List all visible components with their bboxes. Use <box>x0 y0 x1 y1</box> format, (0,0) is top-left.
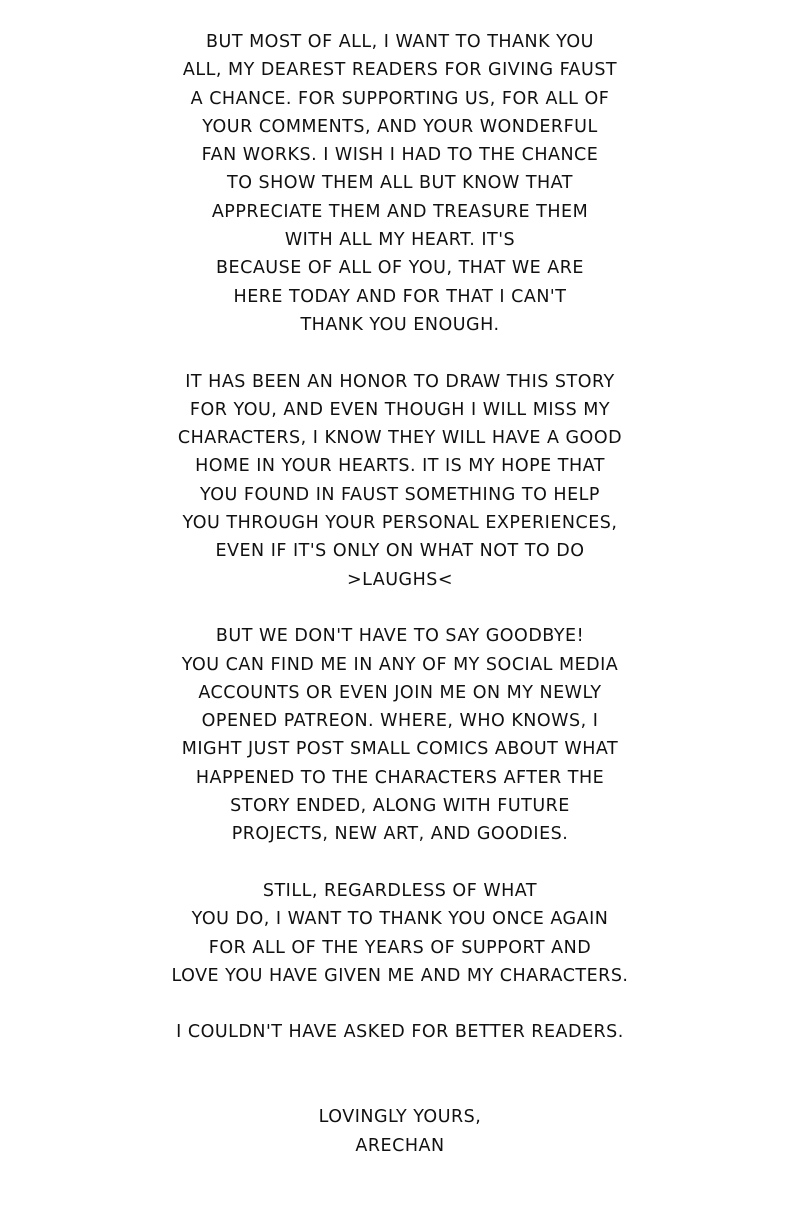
text-line: HOME IN YOUR HEARTS. IT IS MY HOPE THAT <box>195 456 605 477</box>
paragraph-spacer <box>0 990 800 1018</box>
text-line: STORY ENDED, ALONG WITH FUTURE <box>230 796 570 817</box>
text-line: WITH ALL MY HEART. IT'S <box>284 230 516 251</box>
text-line: YOU DO, I WANT TO THANK YOU ONCE AGAIN <box>191 909 609 930</box>
text-line: EVEN IF IT'S ONLY ON WHAT NOT TO DO <box>215 541 585 562</box>
text-line: YOU CAN FIND ME IN ANY OF MY SOCIAL MEDIA <box>181 654 619 675</box>
text-line: ACCOUNTS OR EVEN JOIN ME ON MY NEWLY <box>198 682 602 703</box>
text-line: LOVE YOU HAVE GIVEN ME AND MY CHARACTERS. <box>171 965 629 986</box>
signature-name: ARECHAN <box>355 1135 445 1156</box>
paragraph-spacer <box>0 594 800 622</box>
paragraph-readers <box>0 1018 800 1046</box>
text-line: FOR YOU, AND EVEN THOUGH I WILL MISS MY <box>189 399 611 420</box>
text-line: APPRECIATE THEM AND TREASURE THEM <box>211 201 589 222</box>
text-line: PROJECTS, NEW ART, AND GOODIES. <box>231 824 569 845</box>
paragraph-goodbye <box>0 622 800 848</box>
paragraph-spacer <box>0 339 800 367</box>
text-line: BUT MOST OF ALL, I WANT TO THANK YOU <box>206 32 594 52</box>
text-line: I COULDN'T HAVE ASKED FOR BETTER READERS. <box>176 1022 624 1043</box>
text-line: THANK YOU ENOUGH. <box>300 314 500 335</box>
text-line: YOU FOUND IN FAUST SOMETHING TO HELP <box>200 484 600 505</box>
text-line: OPENED PATREON. WHERE, WHO KNOWS, I <box>201 711 599 732</box>
text-line: HERE TODAY AND FOR THAT I CAN'T <box>233 286 567 307</box>
text-line: A CHANCE. FOR SUPPORTING US, FOR ALL OF <box>190 88 610 109</box>
paragraph-thanks <box>0 28 800 339</box>
text-line: TO SHOW THEM ALL BUT KNOW THAT <box>227 173 573 194</box>
signature-closing: LOVINGLY YOURS, <box>318 1107 482 1128</box>
paragraph-spacer <box>0 849 800 877</box>
text-line: FAN WORKS. I WISH I HAD TO THE CHANCE <box>201 145 599 166</box>
text-line: MIGHT JUST POST SMALL COMICS ABOUT WHAT <box>181 739 619 760</box>
text-line: STILL, REGARDLESS OF WHAT <box>262 880 538 901</box>
text-line: IT HAS BEEN AN HONOR TO DRAW THIS STORY <box>185 371 615 392</box>
text-line: FOR ALL OF THE YEARS OF SUPPORT AND <box>208 937 592 958</box>
signature-block <box>0 1103 800 1160</box>
text-line: BECAUSE OF ALL OF YOU, THAT WE ARE <box>216 258 584 279</box>
text-line: >LAUGHS< <box>346 569 454 590</box>
text-line: BUT WE DON'T HAVE TO SAY GOODBYE! <box>215 626 585 647</box>
text-line: ALL, MY DEAREST READERS FOR GIVING FAUST <box>182 60 618 81</box>
text-line: HAPPENED TO THE CHARACTERS AFTER THE <box>195 767 605 788</box>
paragraph-gratitude <box>0 877 800 990</box>
text-line: CHARACTERS, I KNOW THEY WILL HAVE A GOOD <box>177 428 623 449</box>
letter-body <box>0 28 800 1160</box>
signature-spacer <box>0 1047 800 1104</box>
text-line: YOUR COMMENTS, AND YOUR WONDERFUL <box>202 116 598 137</box>
paragraph-honor <box>0 368 800 594</box>
text-line: YOU THROUGH YOUR PERSONAL EXPERIENCES, <box>182 513 618 534</box>
